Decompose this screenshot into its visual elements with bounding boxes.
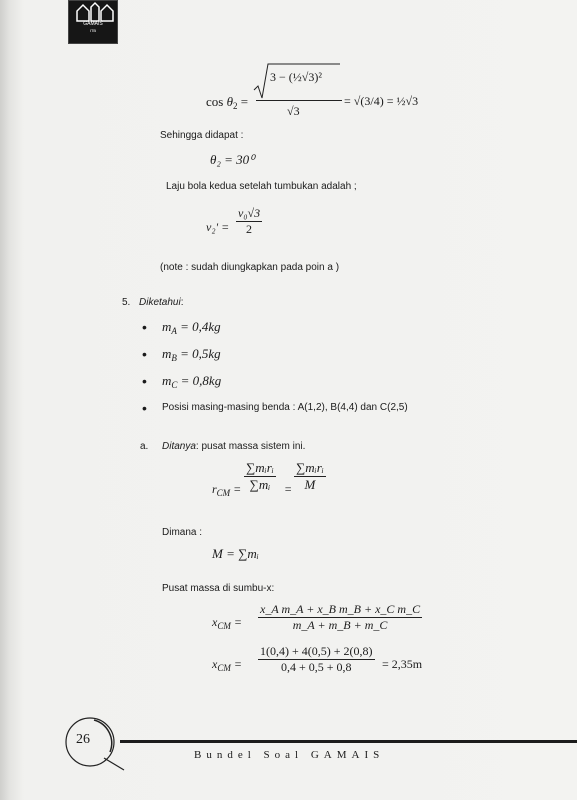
cos-rhs: = √(3/4) = ½√3 (344, 94, 419, 108)
logo-subtext: ITB (89, 28, 97, 33)
xcm-sub: CM (217, 621, 231, 631)
bullet-2: • (142, 346, 147, 362)
theta-equation: θ₂ = 30⁰ (210, 152, 255, 167)
v2-numerator: v₀√3 (238, 206, 261, 220)
mass-b-symbol: m (162, 346, 172, 361)
xcm-symbol: x (212, 615, 218, 629)
xcm2-lhs: $x_{CM}$ = (212, 657, 242, 673)
mass-a-symbol: m (162, 319, 172, 334)
mass-b-value: = 0,5kg (176, 346, 221, 361)
sehingga-text: Sehingga didapat : (160, 130, 244, 141)
M-equation (212, 546, 259, 562)
mass-b-sub: B (171, 353, 177, 363)
xcm-lhs: $x_{CM}$ = (212, 615, 242, 631)
diketahui-text: Diketahui (139, 297, 181, 308)
equals-sign: = (284, 482, 293, 496)
v2-lhs: v₂' = (206, 220, 230, 234)
cos-rhs-2: ½√3 (396, 94, 419, 108)
cos-theta-lhs: $\cos \theta_2$ = (206, 94, 249, 111)
v2-fraction (236, 206, 262, 237)
cos-rhs-1: √(3/4) (353, 94, 384, 108)
ditanya-line (162, 441, 305, 452)
mass-a-value: = 0,4kg (176, 319, 221, 334)
diketahui-label: Diketahui: (139, 297, 184, 308)
ditanya-rest: : pusat massa sistem ini. (195, 441, 306, 452)
rcm-lhs: $r_{CM}$ = (212, 482, 242, 498)
xcm-numerator: x_A m_A + x_B m_B + x_C m_C (260, 602, 421, 616)
M-rhs: ∑mᵢ (238, 546, 259, 561)
rcm-fraction-1 (244, 460, 276, 493)
rcm-numerator: ∑mᵢrᵢ (246, 460, 274, 475)
ditanya-label: Ditanya (162, 441, 196, 452)
bullet-3: • (142, 373, 147, 389)
bullet-1: • (142, 319, 147, 335)
mass-c-item (162, 373, 221, 390)
xcm-fraction-2 (258, 644, 375, 675)
mass-c-sub: C (171, 380, 178, 390)
xcm-fraction-1 (258, 602, 422, 633)
mass-a-item (162, 319, 221, 336)
laju-text: Laju bola kedua setelah tumbukan adalah ; (166, 181, 357, 192)
note-text: (note : sudah diungkapkan pada poin a ) (160, 262, 340, 273)
pusat-x-text: Pusat massa di sumbu-x: (162, 583, 275, 594)
bullet-4: • (142, 400, 147, 416)
fraction-bar (256, 100, 342, 101)
rcm-symbol: r (212, 482, 217, 496)
rcm2-denominator: M (304, 477, 316, 492)
part-a-label: a. (140, 441, 149, 452)
footer-rule (120, 740, 577, 743)
rcm-fraction-2 (294, 460, 326, 493)
gamais-logo (68, 0, 118, 44)
rcm-denominator: ∑mᵢ (249, 477, 271, 492)
rcm2-numerator: ∑mᵢrᵢ (296, 460, 324, 475)
mass-b-item (162, 346, 221, 363)
mass-a-sub: A (171, 326, 177, 336)
mass-c-symbol: m (162, 373, 172, 388)
xcm2-numerator: 1(0,4) + 4(0,5) + 2(0,8) (260, 644, 373, 658)
cos-denominator: √3 (287, 104, 300, 118)
book-title: Bundel Soal GAMAIS (194, 749, 385, 761)
logo-text: GAMAIS (83, 21, 103, 27)
v2-denominator: 2 (246, 222, 253, 236)
cos-numerator: 3 − (½√3)² (270, 70, 322, 84)
xcm-result: = 2,35m (382, 657, 423, 671)
positions-item: Posisi masing-masing benda : A(1,2), B(4,4) dan C(2,5) (162, 402, 408, 413)
M-lhs: M = (212, 546, 235, 561)
xcm-denominator: m_A + m_B + m_C (292, 618, 388, 632)
xcm2-denominator: 0,4 + 0,5 + 0,8 (280, 660, 352, 674)
mosque-icon (69, 1, 117, 23)
problem-number: 5. (122, 297, 131, 308)
dimana-text: Dimana : (162, 527, 203, 538)
rcm-sub: CM (216, 488, 231, 498)
mass-c-value: = 0,8kg (177, 373, 222, 388)
page-number: 26 (76, 732, 90, 747)
